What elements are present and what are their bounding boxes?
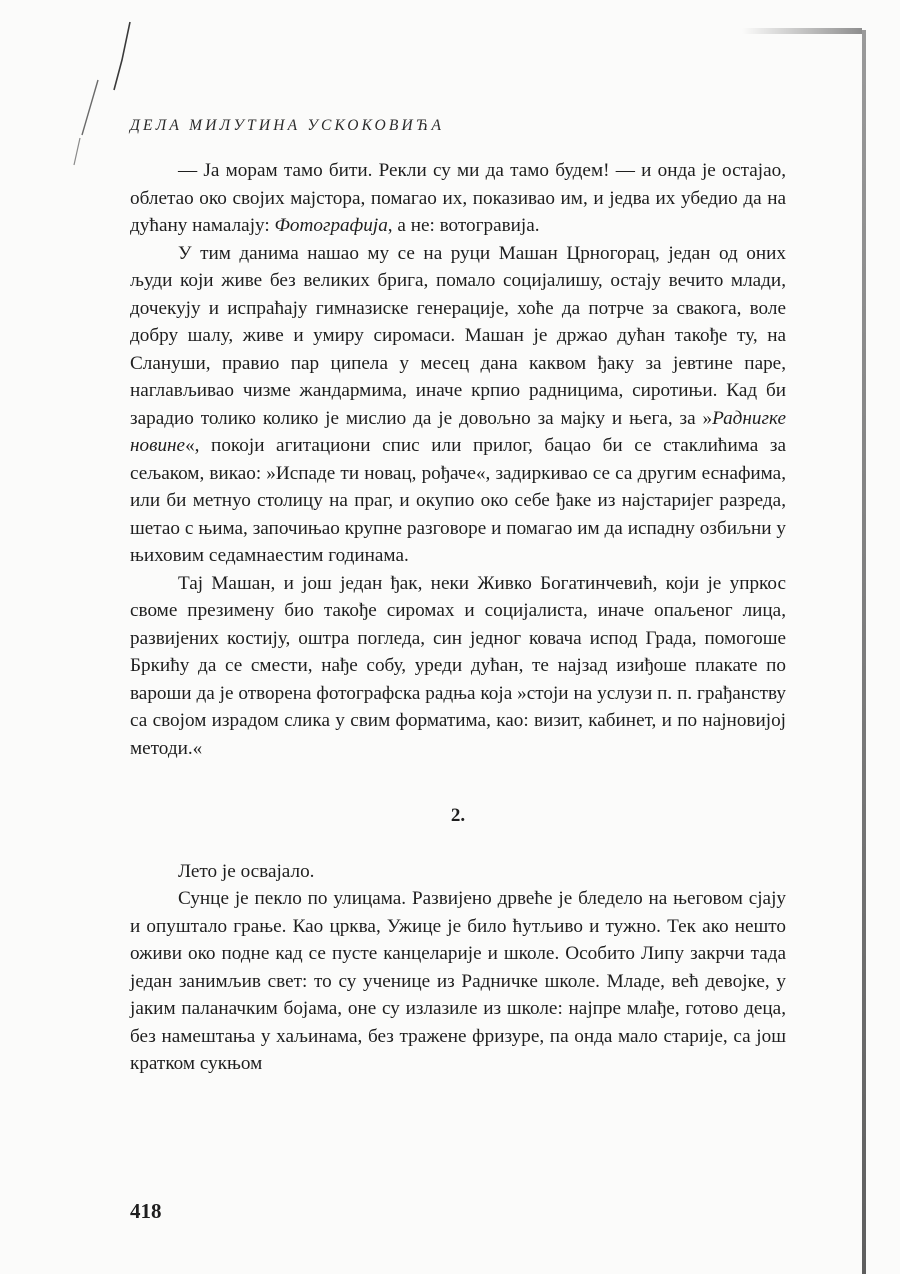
section-number: 2. (450, 805, 466, 826)
italic-run: Фотографија (274, 215, 388, 236)
running-head: ДЕЛА МИЛУТИНА УСКОКОВИЋА (130, 117, 445, 134)
body-text (130, 157, 786, 1078)
page-number: 418 (130, 1199, 162, 1223)
paragraph (130, 240, 786, 570)
italic-run: Раднигке новине (130, 407, 786, 456)
paragraph: Лето је освајало. (178, 860, 315, 882)
text-run: «, покоји агитациони спис или прилог, бацао би се стаклићима за сељаком, викао: »Испаде ти новац, рођаче«, задиркивао се са другим еснафима, или би метнуо столицу на праг, и окупио око себе ђаке из најстаријег разреда, шетао с њима, започињао крупне разговоре и помагао им да испадну озбиљни у њиховим седамнаестим годинама. (130, 435, 786, 566)
text-run: , а не: вотогравија. (387, 215, 540, 236)
pencil-mark (60, 20, 150, 170)
paragraph (130, 157, 786, 240)
scan-shadow (742, 28, 862, 34)
scan-page-edge (862, 30, 866, 1274)
text-run: У тим данима нашао му се на руци Машан Црногорац, један од оних људи који живе без великих брига, помало социјалишу, остају вечито млади, дочекују и испраћају гимназиске генерације, хоће да потрче за свакога, воле добру шалу, живе и умиру сиромаси. Машан је држао дућан такође ту, на Слануши, правио пар ципела у месец дана каквом ђаку за јевтине паре, наглављивао чизме жандармима, иначе крпио радницима, сиротињи. Кад би зарадио толико колико је мислио да је довољно за мајку и њега, за » (130, 242, 786, 429)
paragraph: Сунце је пекло по улицама. Развијено дрвеће је бледело на његовом сјају и опуштало грање. Као црква, Ужице је било ћутљиво и тужно. Тек ако нешто оживи око подне кад се пусте канцеларије и школе. Особито Липу закрчи тада један занимљив свет: то су ученице из Радничке школе. Младе, већ девојке, у јаким паланачким бојама, оне су излазиле из школе: најпре млађе, готово деца, без намештања у хаљинама, без тражене фризуре, па онда мало старије, са још кратком сукњом (130, 888, 786, 1074)
text-run: — Ја морам тамо бити. Рекли су ми да тамо будем! — и онда је остајао, облетао око својих мајстора, помагао их, показивао им, и једва их убедио да на дућану намалају: (130, 160, 786, 236)
paragraph: Тај Машан, и још један ђак, неки Живко Богатинчевић, који је упркос своме презимену био такође сиромах и социјалиста, иначе опаљеног лица, развијених костију, оштра погледа, син једног ковача испод Града, помогоше Бркићу да се смести, нађе собу, уреди дућан, те најзад изиђоше плакате по вароши да је отворена фотографска радња која »стоји на услузи п. п. грађанству са својом израдом слика у свим форматима, као: визит, кабинет, и по најновијој методи.« (130, 572, 786, 759)
